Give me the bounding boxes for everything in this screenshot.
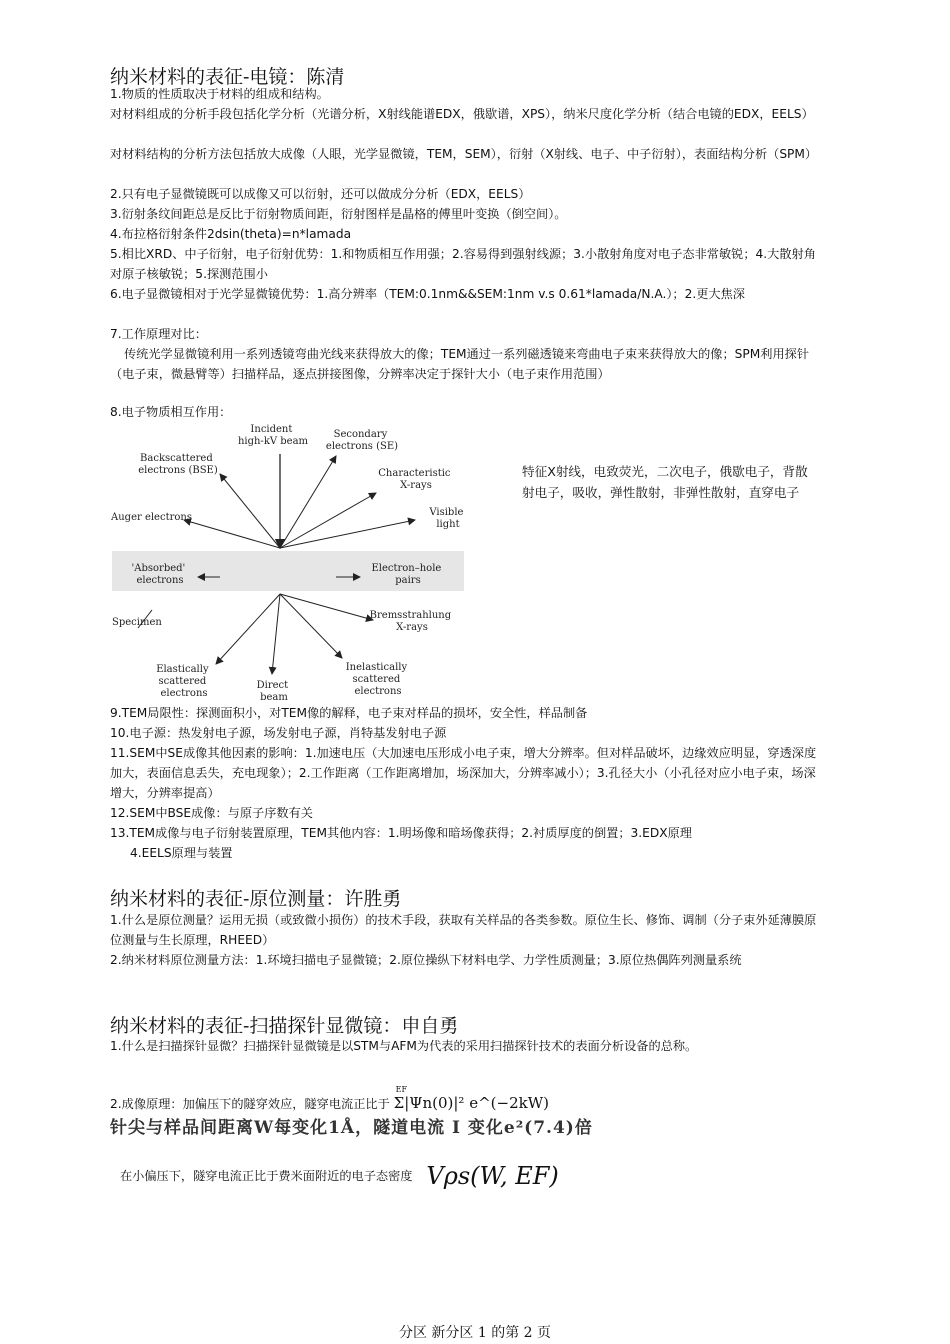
insitu-para-1: 1.什么是原位测量？运用无损（或致微小损伤）的技术手段，获取有关样品的各类参数。原位生长、修饰、调制（分子束外延薄膜原位测量与生长原理，RHEED） <box>110 913 817 947</box>
para-13-cont: 4.EELS原理与装置 <box>130 846 233 860</box>
formula-sum-limit: EF <box>395 1085 408 1094</box>
electron-interaction-diagram <box>108 420 472 705</box>
tunneling-note: 针尖与样品间距离W每变化1Å，隧道电流 I 变化e²(7.4)倍 <box>110 1118 593 1138</box>
label-electron-hole: Electron–hole pairs <box>371 563 442 586</box>
arrow-auger <box>184 520 280 548</box>
diagram-side-note: 特征X射线，电致荧光，二次电子，俄歇电子，背散射电子，吸收，弹性散射，非弹性散射，直穿电子 <box>522 464 808 500</box>
arrow-bse <box>220 474 280 548</box>
label-brems: Bremsstrahlung X-rays <box>369 610 452 633</box>
spm-para-2 <box>110 1085 549 1114</box>
para-8: 8.电子物质相互作用： <box>110 405 232 419</box>
arrow-direct <box>272 594 280 674</box>
para-7-detail: 传统光学显微镜利用一系列透镜弯曲光线来获得放大的像；TEM通过一系列磁透镜来弯曲电子束来获得放大的像；SPM利用探针（电子束，微悬臂等）扫描样品，逐点拼接图像，分辨率决定于探针大小（电子束作用范围） <box>110 347 810 381</box>
para-structure: 对材料结构的分析方法包括放大成像（人眼，光学显微镜，TEM，SEM），衍射（X射线、电子、中子衍射），表面结构分析（SPM） <box>110 147 818 161</box>
label-absorbed: 'Absorbed' electrons <box>131 563 186 586</box>
para-10: 10.电子源：热发射电子源，场发射电子源，肖特基发射电子源 <box>110 726 447 740</box>
para-4: 4.布拉格衍射条件2dsin(theta)=n*lamada <box>110 227 352 241</box>
section-title-em: 纳米材料的表征-电镜：陈清 <box>110 66 345 88</box>
label-specimen: Specimen <box>112 617 162 628</box>
arrow-se <box>280 456 336 548</box>
para-13: 13.TEM成像与电子衍射装置原理，TEM其他内容：1.明场像和暗场像获得；2.衬质厚度的倒置；3.EDX原理 <box>110 826 692 840</box>
spm-para-3 <box>120 1162 559 1190</box>
arrow-elastic <box>216 594 280 664</box>
para-2: 2.只有电子显微镜既可以成像又可以衍射，还可以做成分分析（EDX，EELS） <box>110 187 531 201</box>
label-inelastic: Inelastically scattered electrons <box>345 662 408 697</box>
label-direct: Direct beam <box>256 680 289 703</box>
para-9: 9.TEM局限性：探测面积小，对TEM像的解释，电子束对样品的损坏，安全性，样品制备 <box>110 706 588 720</box>
para-6: 6.电子显微镜相对于光学显微镜优势：1.高分辨率（TEM:0.1nm&&SEM:1nm v.s 0.61*lamada/N.A.）；2.更大焦深 <box>110 287 745 301</box>
section-title-insitu: 纳米材料的表征-原位测量：许胜勇 <box>110 888 402 910</box>
label-auger: Auger electrons <box>111 512 192 523</box>
label-incident: Incident high-kV beam <box>237 424 309 447</box>
arrow-characteristic <box>280 493 376 548</box>
label-backscattered: Backscattered electrons (BSE) <box>138 453 218 476</box>
para-3: 3.衍射条纹间距总是反比于衍射物质间距，衍射图样是晶格的傅里叶变换（倒空间）。 <box>110 207 567 221</box>
spm-para-1: 1.什么是扫描探针显微？扫描探针显微镜是以STM与AFM为代表的采用扫描探针技术的表面分析设备的总称。 <box>110 1039 698 1053</box>
label-elastic: Elastically scattered electrons <box>156 664 209 699</box>
label-secondary: Secondary electrons (SE) <box>325 429 399 452</box>
para-11: 11.SEM中SE成像其他因素的影响：1.加速电压（大加速电压形成小电子束，增大分辨率。但对样品破坏，边缘效应明显，穿透深度加大，表面信息丢失，充电现象）；2.工作距离（工作距离增加，场深加大，分辨率减小）；3.孔径大小（小孔径对应小电子束，场深增大，分辨率提高） <box>110 746 817 800</box>
page-footer: 分区 新分区 1 的第 2 页 <box>398 1325 552 1341</box>
label-visible: Visible light <box>429 507 464 530</box>
para-12: 12.SEM中BSE成像：与原子序数有关 <box>110 806 313 820</box>
para-composition: 对材料组成的分析手段包括化学分析（光谱分析，X射线能谱EDX，俄歇谱，XPS），纳米尺度化学分析（结合电镜的EDX，EELS） <box>110 107 814 121</box>
tunneling-formula-1: EF Σ|Ψn(0)|² e^(−2kW) <box>394 1094 549 1112</box>
para-1: 1.物质的性质取决于材料的组成和结构。 <box>110 87 329 101</box>
arrow-brems <box>280 594 373 620</box>
spm-para-2-text: 2.成像原理：加偏压下的隧穿效应，隧穿电流正比于 <box>110 1097 390 1111</box>
spm-para-3-text: 在小偏压下，隧穿电流正比于费米面附近的电子态密度 <box>120 1169 413 1183</box>
section-title-spm: 纳米材料的表征-扫描探针显微镜：申自勇 <box>110 1015 459 1037</box>
para-5: 5.相比XRD、中子衍射，电子衍射优势：1.和物质相互作用强；2.容易得到强射线源；3.小散射角度对电子态非常敏锐；4.大散射角对原子核敏锐；5.探测范围小 <box>110 247 816 281</box>
insitu-para-2: 2.纳米材料原位测量方法：1.环境扫描电子显微镜；2.原位操纵下材料电学、力学性质测量；3.原位热偶阵列测量系统 <box>110 953 742 967</box>
arrow-inelastic <box>280 594 342 658</box>
arrow-visible <box>280 520 415 548</box>
label-characteristic: Characteristic X-rays <box>378 468 451 491</box>
para-7: 7.工作原理对比： <box>110 327 207 341</box>
tunneling-formula-2: Vρs(W, EF) <box>426 1162 559 1190</box>
